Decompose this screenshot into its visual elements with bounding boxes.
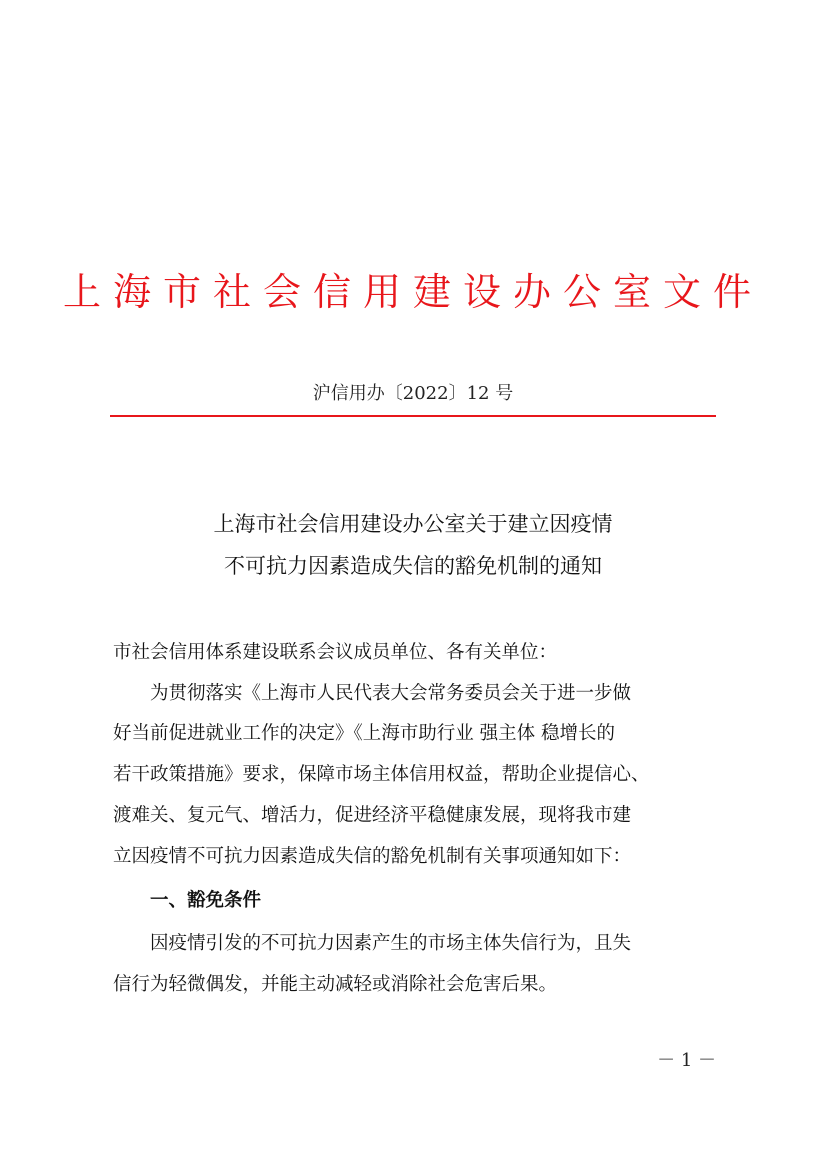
addressee-line: 市社会信用体系建设联系会议成员单位、各有关单位： — [113, 642, 558, 663]
body-paragraph-line: 好当前促进就业工作的决定》《上海市助行业 强主体 稳增长的 — [113, 723, 616, 744]
page-number: － 1 － — [657, 1050, 716, 1071]
document-number: 沪信用办〔2022〕12 号 — [312, 383, 514, 404]
section-heading: 一、豁免条件 — [150, 890, 262, 911]
body-paragraph-line: 立因疫情不可抗力因素造成失信的豁免机制有关事项通知如下： — [113, 846, 632, 867]
notice-title-line-2: 不可抗力因素造成失信的豁免机制的通知 — [224, 554, 602, 578]
body-paragraph-line: 渡难关、复元气、增活力，促进经济平稳健康发展，现将我市建 — [113, 805, 632, 826]
document-header-title: 上海市社会信用建设办公室文件 — [62, 270, 763, 314]
notice-title-line-1: 上海市社会信用建设办公室关于建立因疫情 — [213, 512, 613, 536]
body-paragraph-line: 为贯彻落实《上海市人民代表大会常务委员会关于进一步做 — [113, 683, 632, 704]
body-paragraph-line: 若干政策措施》要求，保障市场主体信用权益，帮助企业提信心、 — [113, 764, 650, 785]
body-paragraph-line: 因疫情引发的不可抗力因素产生的市场主体失信行为，且失 — [113, 933, 632, 954]
body-paragraph-line: 信行为轻微偶发，并能主动减轻或消除社会危害后果。 — [113, 974, 558, 995]
red-divider-line — [110, 415, 716, 417]
